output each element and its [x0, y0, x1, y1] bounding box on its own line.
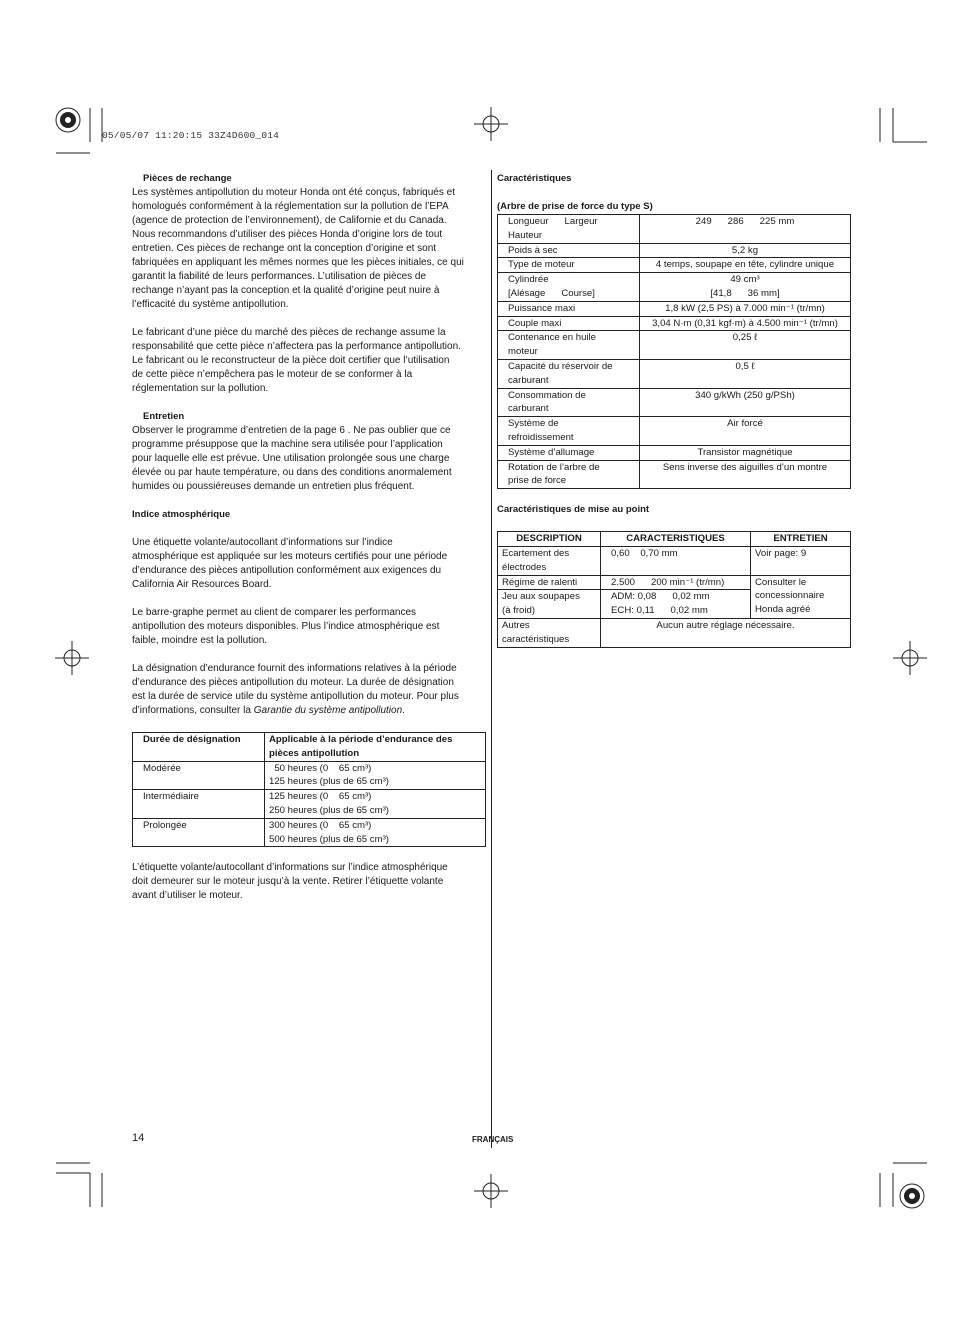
specs-table	[497, 214, 851, 489]
table-header: ENTRETIEN	[751, 532, 851, 547]
section-title-caracteristiques: Caractéristiques	[497, 173, 572, 184]
right-column	[497, 172, 853, 648]
table-header: DESCRIPTION	[498, 532, 601, 547]
table-row: Contenance en huile moteur 0,25 ℓ	[498, 331, 851, 360]
table-row: Intermédiaire 125 heures (0 65 cm³) 250 heures (plus de 65 cm³)	[133, 790, 486, 819]
table-row: Autres caractéristiques Aucun autre réglage nécessaire.	[498, 618, 851, 647]
pieces-paragraph-2: Le fabricant d’une pièce du marché des pièces de rechange assume la responsabilité que cette pièce n’affectera pas la performance antipollution. Le fabricant ou le reconstructeur de la pièce doit certifier que l’utilisation de cette pièce n’empêchera pas le moteur de se conformer à la réglementation sur la pollution.	[132, 327, 461, 394]
registration-target-icon	[56, 108, 80, 132]
entretien-paragraph: Observer le programme d’entretien de la page 6 . Ne pas oublier que ce programme présuppose que la machine sera utilisée pour l’application pour laquelle elle est prévue. Une utilisation prolongée sous une charge élevée ou par haute température, ou dans des conditions anormalement humides ou poussiéreuses demande un entretien plus fréquent.	[132, 425, 452, 492]
table-header: Applicable à la période d’endurance des pièces antipollution	[265, 733, 486, 762]
table-row: Capacité du réservoir de carburant 0,5 ℓ	[498, 359, 851, 388]
language-label: FRANÇAIS	[472, 1135, 514, 1144]
closing-paragraph: L’étiquette volante/autocollant d’informations sur l’indice atmosphérique doit demeurer sur le moteur jusqu’à la vente. Retirer l’étiquette volante avant d’utiliser le moteur.	[132, 862, 448, 902]
table-row: Type de moteur 4 temps, soupape en tête, cylindre unique	[498, 258, 851, 273]
section-title-pieces: Pièces de rechange	[143, 173, 232, 184]
table-row: Couple maxi 3,04 N·m (0,31 kgf·m) à 4.500 min⁻¹ (tr/mn)	[498, 316, 851, 331]
table-row: Système d’allumage Transistor magnétique	[498, 445, 851, 460]
registration-target-icon	[900, 1184, 924, 1208]
indice-paragraph-3: La désignation d’endurance fournit des informations relatives à la période d’endurance des pièces antipollution du moteur. La durée de désignation est la durée de service utile du système antipollution du moteur. Pour plus d’informations, consulter la Garantie du système antipollution.	[132, 663, 459, 716]
column-divider	[491, 170, 492, 1148]
indice-paragraph-2: Le barre-graphe permet au client de comparer les performances antipollution des moteurs disponibles. Plus l’indice atmosphérique est faible, moindre est la pollution.	[132, 607, 440, 646]
table-row: Rotation de l’arbre de prise de force Sens inverse des aiguilles d’un montre	[498, 460, 851, 489]
table-row: Poids à sec 5,2 kg	[498, 243, 851, 258]
pieces-paragraph-1: Les systèmes antipollution du moteur Honda ont été conçus, fabriqués et homologués conformément à la réglementation sur la pollution de l’EPA (agence de protection de l’environnement), de Californie et du Canada. Nous recommandons d’utiliser des pièces Honda d’origine lors de tout entretien. Ces pièces de rechange ont la conception d’origine et sont fabriquées en appliquant les mêmes normes que les pièces initiales, ce qui garantit la fiabilité de leurs performances. L’utilisation de pièces de rechange n’ayant pas la conception et la qualité d’origine peut nuire à l’efficacité du système antipollution.	[132, 187, 464, 310]
table-row: Prolongée 300 heures (0 65 cm³) 500 heures (plus de 65 cm³)	[133, 818, 486, 847]
subtitle-arbre: (Arbre de prise de force du type S)	[497, 201, 653, 212]
warranty-reference: Garantie du système antipollution	[253, 705, 403, 716]
table-header: Durée de désignation	[133, 733, 265, 762]
tune-table	[497, 531, 851, 647]
page-number: 14	[132, 1132, 145, 1144]
indice-paragraph-1: Une étiquette volante/autocollant d’informations sur l’indice atmosphérique est appliquée sur les moteurs certifiés pour une période d’endurance des pièces antipollution conformément aux exigences du California Air Resources Board.	[132, 537, 448, 590]
section-title-indice: Indice atmosphérique	[132, 509, 231, 520]
table-row: Jeu aux soupapes (à froid) ADM: 0,08 0,02 mm ECH: 0,11 0,02 mm	[498, 590, 851, 619]
section-title-mise-au-point: Caractéristiques de mise au point	[497, 504, 650, 516]
table-row: Consommation de carburant 340 g/kWh (250 g/PSh)	[498, 388, 851, 417]
section-title-entretien: Entretien	[143, 411, 185, 422]
table-row: Système de refroidissement Air forcé	[498, 417, 851, 446]
table-row: Cylindrée [Alésage Course] 49 cm³ [41,8 36 mm]	[498, 273, 851, 302]
table-row: Modérée 50 heures (0 65 cm³) 125 heures (plus de 65 cm³)	[133, 761, 486, 790]
table-row: Régime de ralenti 2.500 200 min⁻¹ (tr/mn) Consulter le concessionnaire Honda agréé	[498, 575, 851, 590]
designation-table	[132, 732, 486, 847]
table-header: CARACTERISTIQUES	[601, 532, 751, 547]
table-row: Longueur Largeur Hauteur 249 286 225 mm	[498, 215, 851, 244]
left-column	[132, 172, 488, 903]
table-row: Ecartement des électrodes 0,60 0,70 mm Voir page: 9	[498, 546, 851, 575]
print-stamp: 05/05/07 11:20:15 33Z4D600_014	[102, 130, 280, 141]
table-row: Puissance maxi 1,8 kW (2,5 PS) à 7.000 min⁻¹ (tr/mn)	[498, 301, 851, 316]
